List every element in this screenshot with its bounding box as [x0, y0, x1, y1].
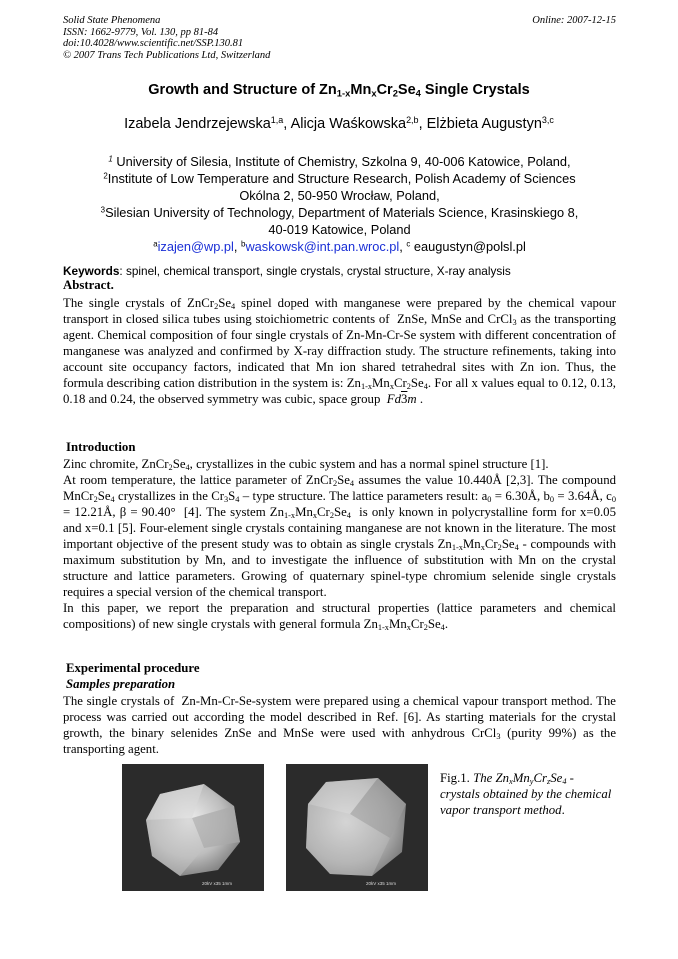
photo-1-scale: 20kV x35 1mm [202, 881, 233, 886]
email-link-b[interactable]: waskowsk@int.pan.wroc.pl [245, 239, 400, 254]
author-list: Izabela Jendrzejewska$^{1,a}$, Alicja Waśkowska$^{2,b}$, Elżbieta Augustyn$^{3,c}$ [124, 115, 554, 132]
crystal-photo-1 [122, 764, 264, 891]
affiliation-2-address: Okólna 2, 50-950 Wrocław, Poland, [239, 188, 440, 203]
paper-title: Growth and Structure of $Zn_{1-x}Mn_xCr_2Se_4$ Single Crystals [148, 82, 530, 99]
abstract-body: The single crystals of $ZnCr_2Se_4$ spinel doped with manganese were prepared by the chemical vapour transport in closed silica tubes using stoichiometric contents of ZnSe, MnSe and CrCl$_3$ as the transporting agent. Chemical composition of four single crystals of Zn-Mn-Cr-Se system with different concentration of manganese was analyzed and confirmed by X-ray diffraction study. The structure refinements, taking into account site occupancy factors, indicated that Mn ion shared tetrahedral sites with Zn ion. Thus, the formula describing cation distribution in the system is: $Zn_{1-x}Mn_xCr_2Se_4$. For all x values equal to 0.12, 0.13, 0.18 and 0.24, the observed symmetry was cubic, space group Fd3m . [63, 296, 617, 406]
affiliation-1: $^1$ University of Silesia, Institute of Chemistry, Szkolna 9, 40-006 Katowice, Poland, [108, 154, 571, 169]
journal-name: Solid State Phenomena [63, 15, 161, 26]
email-text-c: eaugustyn@polsl.pl [413, 239, 526, 254]
experimental-heading: Experimental procedure [66, 661, 200, 675]
figure-caption: Fig.1. The $Zn_xMn_yCr_zSe_4$ - crystals obtained by the chemical vapor transport method. [440, 771, 612, 817]
author-name: Elżbieta Augustyn [426, 116, 542, 132]
experimental-body: The single crystals of Zn-Mn-Cr-Se-system were prepared using a chemical vapour transport method. The process was carried out according the model described in Ref. [6]. As starting materials for the crystal growth, the binary selenides ZnSe and MnSe were used with anhydrous CrCl$_3$ (purity 99%) as the transporting agent. [63, 694, 617, 756]
journal-header [63, 15, 616, 61]
introduction-body: Zinc chromite, $ZnCr_2Se_4$, crystallizes in the cubic system and has a normal spinel structure [1]. At room temperature, the lattice parameter of $ZnCr_2Se_4$ assumes the value 10.440Å [2,3]. The compound $MnCr_2Se_4$ crystallizes in the $Cr_3S_4$ – type structure. The lattice parameters result: $a_0$ = 6.30Å, $b_0$ = 3.64Å, $c_0$ = 12.21Å, β = 90.40° [4]. The system $Zn_{1-x}Mn_xCr_2Se_4$ is only known in polycrystalline form for x=0.05 and x=0.1 [5]. Four-element single crystals containing manganese are not known in the literature. The most important objective of the present study was to obtain as single crystals $Zn_{1-x}Mn_xCr_2Se_4$ - compounds with maximum substitution by Mn, and to investigate the influence of substitution with Mn on the crystal structure and lattice parameters. Growing of quaternary spinel-type chromium selenide single crystals requires a special version of the chemical transport. In this paper, we report the preparation and structural properties (lattice parameters and chemical compositions) of new single crystals with general formula $Zn_{1-x}Mn_xCr_2Se_4$. [63, 457, 616, 633]
keywords-text: : spinel, chemical transport, single crystals, crystal structure, X-ray analysis [119, 264, 511, 278]
crystal-photo-2 [286, 764, 428, 891]
author-name: Izabela Jendrzejewska [124, 116, 271, 132]
introduction-heading: Introduction [66, 440, 136, 454]
issn-line: ISSN: 1662-9779, Vol. 130, pp 81-84 [63, 26, 219, 38]
author-name: Alicja Waśkowska [290, 116, 407, 132]
abstract-heading: Abstract. [63, 278, 114, 292]
online-date: Online: 2007-12-15 [532, 15, 616, 26]
samples-preparation-heading: Samples preparation [66, 677, 176, 691]
affiliation-2: $^2$Institute of Low Temperature and Structure Research, Polish Academy of Sciences [103, 171, 576, 186]
affiliation-3: $^3$Silesian University of Technology, Department of Materials Science, Krasinskiego 8, [100, 205, 579, 220]
email-line: $^a$izajen@wp.pl, $^b$waskowsk@int.pan.wroc.pl, $^c$ eaugustyn@polsl.pl [153, 239, 526, 254]
affiliation-3-address: 40-019 Katowice, Poland [268, 222, 411, 237]
keywords [63, 264, 616, 278]
photo-2-scale: 20kV x35 1mm [366, 881, 397, 886]
doi-line: doi:10.4028/www.scientific.net/SSP.130.81 [63, 38, 244, 49]
email-link-a[interactable]: izajen@wp.pl [157, 239, 234, 254]
keywords-label: Keywords [63, 264, 120, 278]
affiliations [63, 153, 616, 255]
copyright-line: © 2007 Trans Tech Publications Ltd, Switzerland [63, 49, 271, 61]
